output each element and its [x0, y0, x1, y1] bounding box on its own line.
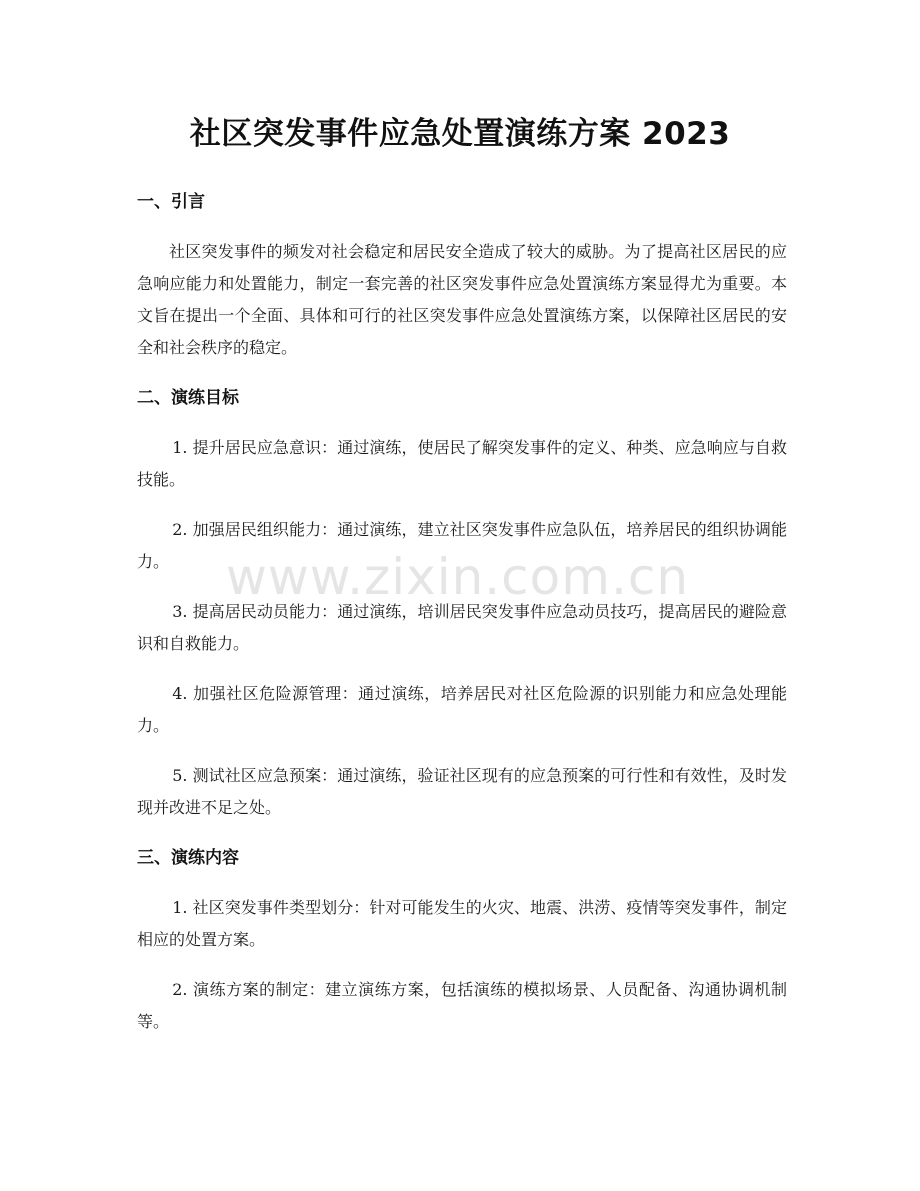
- goal-item: 2. 加强居民组织能力：通过演练，建立社区突发事件应急队伍，培养居民的组织协调能力。: [137, 520, 787, 571]
- document-body: [137, 186, 787, 1056]
- goal-item: 5. 测试社区应急预案：通过演练，验证社区现有的应急预案的可行性和有效性，及时发现并改进不足之处。: [137, 766, 787, 817]
- section-heading-goals: 二、演练目标: [137, 388, 239, 408]
- goal-item: 3. 提高居民动员能力：通过演练，培训居民突发事件应急动员技巧，提高居民的避险意识和自救能力。: [137, 602, 787, 653]
- section-heading-intro: 一、引言: [137, 192, 205, 212]
- goal-item: 4. 加强社区危险源管理：通过演练，培养居民对社区危险源的识别能力和应急处理能力。: [137, 684, 787, 735]
- goal-item: 1. 提升居民应急意识：通过演练，使居民了解突发事件的定义、种类、应急响应与自救技能。: [137, 438, 787, 489]
- document-title: 社区突发事件应急处置演练方案 2023: [189, 116, 731, 152]
- content-item: 2. 演练方案的制定：建立演练方案，包括演练的模拟场景、人员配备、沟通协调机制等。: [137, 980, 787, 1031]
- content-item: 1. 社区突发事件类型划分：针对可能发生的火灾、地震、洪涝、疫情等突发事件，制定相应的处置方案。: [137, 898, 787, 949]
- section-heading-content: 三、演练内容: [137, 848, 239, 868]
- intro-paragraph: 社区突发事件的频发对社会稳定和居民安全造成了较大的威胁。为了提高社区居民的应急响应能力和处置能力，制定一套完善的社区突发事件应急处置演练方案显得尤为重要。本文旨在提出一个全面、具体和可行的社区突发事件应急处置演练方案，以保障社区居民的安全和社会秩序的稳定。: [137, 242, 787, 357]
- watermark-text: www.zixin.com.cn: [226, 548, 690, 606]
